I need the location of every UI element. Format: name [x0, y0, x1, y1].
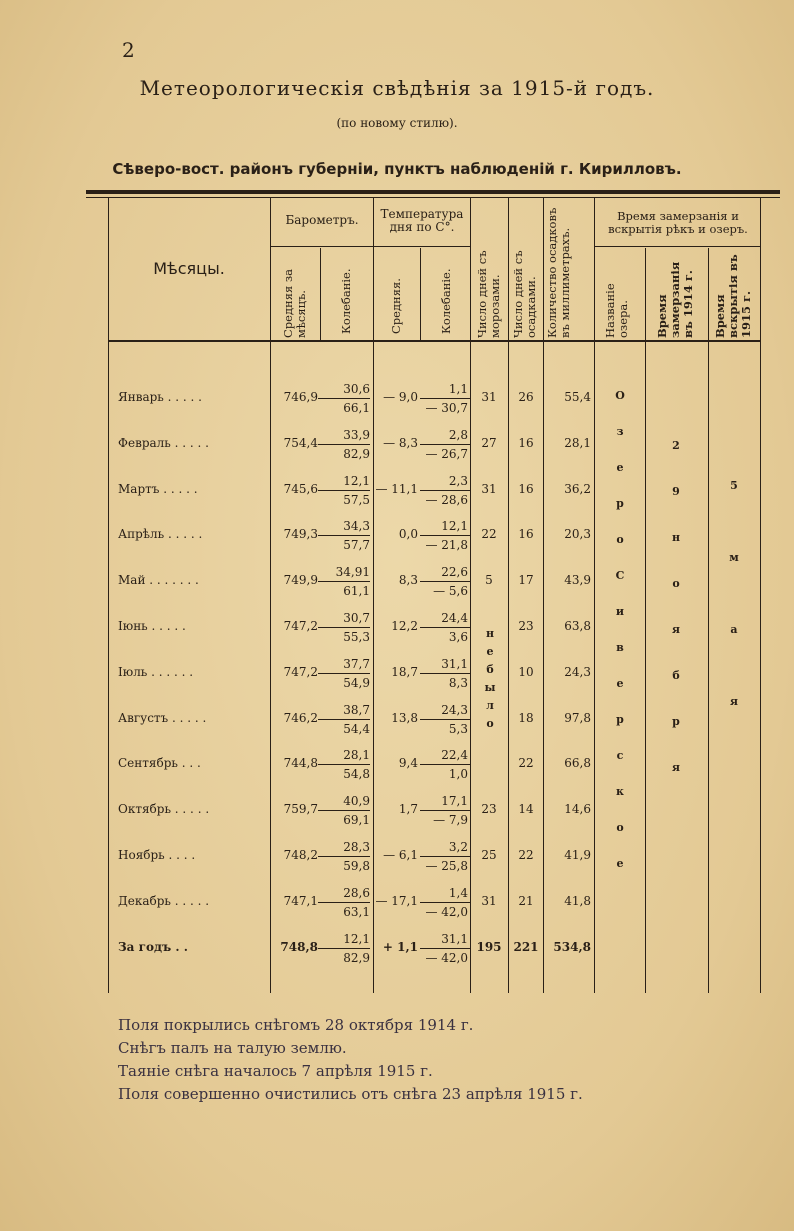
region-heading: Сѣверо-вост. районъ губерніи, пунктъ наблюденій г. Кирилловъ. — [112, 160, 682, 178]
month-label: Августъ . . . . . — [118, 710, 207, 725]
month-label: Октябрь . . . . . — [118, 802, 210, 817]
precip-amount: 63,8 — [564, 619, 591, 633]
baro-fluct-high: 28,6 — [343, 885, 370, 900]
baro-fluct-low: 61,1 — [343, 584, 370, 599]
baro-fluct-high: 30,7 — [343, 611, 370, 625]
col-divider — [420, 248, 421, 340]
col-divider — [373, 198, 374, 993]
temp-avg: 12,2 — [391, 619, 418, 633]
temp-fluct-high: 22,6 — [441, 565, 468, 580]
temp-fluct-low: 3,6 — [448, 630, 468, 644]
baro-fluct-low: 63,1 — [343, 904, 370, 919]
temp-avg: — 11,1 — [375, 481, 418, 496]
precip-days: 22 — [518, 756, 534, 771]
precip-amount: 97,8 — [564, 710, 591, 725]
lake-vertical-text: О з е р о С и в е р с к о е — [615, 389, 625, 870]
header-baro-avg: Средняя за мѣсяцъ. — [281, 268, 308, 338]
fraction-bar — [318, 398, 370, 399]
temp-avg: 9,4 — [398, 756, 418, 771]
header-precip-days: Число дней съ осадками. — [511, 250, 538, 338]
baro-avg: 746,2 — [283, 710, 318, 725]
header-subrule — [594, 246, 760, 247]
header-frost-days: Число дней съ морозами. — [475, 250, 502, 338]
baro-avg: 746,9 — [283, 390, 318, 404]
baro-fluct-high: 33,9 — [343, 427, 370, 442]
baro-fluct-high: 37,7 — [343, 656, 370, 671]
month-label: Мартъ . . . . . — [118, 481, 198, 496]
temp-fluct-high: 1,1 — [448, 382, 468, 396]
baro-fluct-low: 55,3 — [343, 630, 370, 644]
fraction-bar — [318, 444, 370, 445]
temp-fluct-low: — 25,8 — [425, 859, 468, 873]
temp-avg: 8,3 — [398, 573, 418, 588]
precip-days: 16 — [518, 527, 534, 542]
temp-fluct-high: 24,3 — [441, 702, 468, 717]
header-bottom-rule — [108, 340, 760, 342]
temp-avg: + 1,1 — [382, 939, 418, 954]
temp-avg: 0,0 — [398, 527, 418, 542]
temp-fluct-low: — 30,7 — [425, 401, 468, 415]
thaw-vertical-text: 5 м а я — [729, 479, 739, 708]
temp-fluct-high: 22,4 — [441, 748, 468, 763]
baro-fluct-low: 69,1 — [343, 813, 370, 828]
table-left-border — [108, 198, 109, 993]
temp-fluct-low: — 21,8 — [425, 538, 468, 553]
baro-avg: 749,3 — [283, 527, 318, 542]
month-label: Іюнь . . . . . — [118, 619, 186, 633]
month-label: За годъ . . — [118, 939, 188, 954]
baro-fluct-low: 54,9 — [343, 675, 370, 690]
col-divider — [594, 198, 595, 993]
precip-amount: 41,8 — [564, 893, 591, 908]
precip-amount: 14,6 — [564, 802, 591, 817]
header-temp-fluct: Колебаніе. — [439, 268, 453, 334]
precip-days: 23 — [518, 619, 534, 633]
baro-fluct-high: 30,6 — [343, 382, 370, 396]
month-label: Февраль . . . . . — [118, 435, 209, 450]
month-label: Апрѣль . . . . . — [118, 527, 203, 542]
precip-amount: 36,2 — [564, 481, 591, 496]
frost-days: 31 — [481, 390, 497, 404]
temp-fluct-low: 1,0 — [448, 767, 468, 782]
precip-days: 22 — [518, 848, 534, 862]
baro-fluct-low: 59,8 — [343, 859, 370, 873]
temp-fluct-high: 1,4 — [448, 885, 468, 900]
fraction-bar — [318, 902, 370, 903]
temp-avg: 18,7 — [391, 664, 418, 679]
temp-avg: — 17,1 — [375, 893, 418, 908]
no-frost-vertical-text: н е б ы л о — [484, 627, 496, 730]
month-label: Іюль . . . . . . — [118, 664, 194, 679]
temp-fluct-low: — 5,6 — [433, 584, 468, 599]
col-divider — [508, 198, 509, 993]
temp-avg: 1,7 — [398, 802, 418, 817]
temp-fluct-high: 2,3 — [448, 473, 468, 488]
header-freeze: Время замерзанія и вскрытія рѣкъ и озеръ. — [608, 209, 748, 236]
precip-amount: 20,3 — [564, 527, 591, 542]
fraction-bar — [420, 444, 470, 445]
precip-amount: 41,9 — [564, 848, 591, 862]
table-right-border — [760, 198, 761, 993]
precip-days: 221 — [513, 939, 539, 954]
col-divider — [708, 248, 709, 993]
fraction-bar — [318, 810, 370, 811]
header-freeze-time: Время замерзанія въ 1914 г. — [655, 261, 695, 338]
temp-fluct-low: — 7,9 — [433, 813, 468, 828]
frost-days: 31 — [481, 893, 497, 908]
header-subrule — [270, 246, 470, 247]
precip-amount: 55,4 — [564, 390, 591, 404]
precip-amount: 24,3 — [564, 664, 591, 679]
fraction-bar — [318, 856, 370, 857]
month-label: Декабрь . . . . . — [118, 893, 210, 908]
fraction-bar — [420, 856, 470, 857]
header-precip-amount: Количество осадковъ въ миллиметрахъ. — [545, 207, 572, 338]
temp-fluct-low: — 26,7 — [425, 446, 468, 461]
header-baro-fluct: Колебаніе. — [339, 268, 353, 334]
precip-days: 18 — [518, 710, 534, 725]
baro-fluct-low: 57,7 — [343, 538, 370, 553]
temp-fluct-high: 2,8 — [448, 427, 468, 442]
baro-avg: 745,6 — [283, 481, 318, 496]
frost-days: 5 — [485, 573, 493, 588]
temp-fluct-high: 12,1 — [441, 519, 468, 534]
month-label: Сентябрь . . . — [118, 756, 201, 771]
page-title: Метеорологическія свѣдѣнія за 1915-й годъ. — [139, 76, 655, 100]
precip-days: 21 — [518, 893, 534, 908]
col-divider — [320, 248, 321, 340]
month-label: Май . . . . . . . — [118, 573, 199, 588]
fraction-bar — [318, 490, 370, 491]
fraction-bar — [318, 627, 370, 628]
temp-fluct-high: 3,2 — [448, 840, 468, 854]
frost-days: 195 — [476, 939, 502, 954]
note-line: Поля покрылись снѣгомъ 28 октября 1914 г. — [118, 1016, 474, 1034]
baro-avg: 749,9 — [283, 573, 318, 588]
precip-amount: 66,8 — [564, 756, 591, 771]
frost-days: 22 — [481, 527, 497, 542]
frost-days: 31 — [481, 481, 497, 496]
header-months: Мѣсяцы. — [153, 259, 225, 278]
precip-days: 16 — [518, 481, 534, 496]
temp-fluct-low: — 28,6 — [425, 492, 468, 507]
baro-fluct-high: 40,9 — [343, 794, 370, 809]
temp-fluct-high: 31,1 — [441, 931, 468, 946]
temp-avg: — 6,1 — [383, 848, 418, 862]
fraction-bar — [420, 948, 470, 949]
baro-fluct-high: 34,3 — [343, 519, 370, 534]
fraction-bar — [318, 673, 370, 674]
precip-days: 17 — [518, 573, 534, 588]
temp-fluct-high: 31,1 — [441, 656, 468, 671]
frost-days: 27 — [481, 435, 497, 450]
temp-fluct-high: 24,4 — [441, 611, 468, 625]
precip-days: 14 — [518, 802, 534, 817]
temp-fluct-low: 8,3 — [448, 675, 468, 690]
precip-days: 26 — [518, 390, 534, 404]
header-thaw-time: Время вскрытія въ 1915 г. — [713, 254, 753, 338]
fraction-bar — [420, 719, 470, 720]
header-barometer: Барометръ. — [285, 213, 359, 227]
fraction-bar — [420, 673, 470, 674]
baro-fluct-low: 54,4 — [343, 721, 370, 736]
precip-amount: 534,8 — [553, 939, 591, 954]
month-label: Январь . . . . . — [118, 390, 202, 404]
header-lake-name: Названіе озера. — [603, 283, 630, 338]
note-line: Снѣгъ палъ на талую землю. — [118, 1039, 347, 1057]
fraction-bar — [420, 902, 470, 903]
baro-avg: 744,8 — [283, 756, 318, 771]
baro-avg: 747,2 — [283, 664, 318, 679]
table-top-rule-thin — [86, 197, 780, 198]
baro-avg: 748,2 — [283, 848, 318, 862]
temp-fluct-low: 5,3 — [448, 721, 468, 736]
temp-avg: 13,8 — [391, 710, 418, 725]
freeze-vertical-text: 2 9 н о я б р я — [671, 439, 681, 774]
baro-fluct-low: 82,9 — [343, 950, 370, 965]
temp-fluct-high: 17,1 — [441, 794, 468, 809]
header-temp-avg: Средняя. — [389, 278, 403, 334]
baro-fluct-high: 38,7 — [343, 702, 370, 717]
frost-days: 23 — [481, 802, 497, 817]
temp-avg: — 9,0 — [383, 390, 418, 404]
baro-avg: 747,1 — [283, 893, 318, 908]
notes-block — [118, 1014, 583, 1106]
page-subtitle: (по новому стилю). — [336, 116, 458, 130]
fraction-bar — [420, 627, 470, 628]
baro-fluct-high: 28,1 — [343, 748, 370, 763]
fraction-bar — [420, 810, 470, 811]
fraction-bar — [318, 764, 370, 765]
precip-amount: 28,1 — [564, 435, 591, 450]
precip-amount: 43,9 — [564, 573, 591, 588]
baro-fluct-low: 66,1 — [343, 401, 370, 415]
baro-fluct-low: 54,8 — [343, 767, 370, 782]
header-temperature: Температура дня по С°. — [380, 207, 464, 234]
precip-days: 10 — [518, 664, 534, 679]
fraction-bar — [420, 581, 470, 582]
frost-days: 25 — [481, 848, 497, 862]
baro-fluct-low: 57,5 — [343, 492, 370, 507]
fraction-bar — [420, 764, 470, 765]
precip-days: 16 — [518, 435, 534, 450]
baro-fluct-low: 82,9 — [343, 446, 370, 461]
baro-fluct-high: 12,1 — [343, 473, 370, 488]
fraction-bar — [318, 535, 370, 536]
col-divider — [470, 198, 471, 993]
baro-avg: 748,8 — [280, 939, 318, 954]
col-divider — [645, 248, 646, 993]
col-divider — [270, 198, 271, 993]
fraction-bar — [420, 398, 470, 399]
baro-avg: 759,7 — [283, 802, 318, 817]
baro-fluct-high: 34,91 — [335, 565, 370, 580]
temp-fluct-low: — 42,0 — [425, 950, 468, 965]
baro-fluct-high: 28,3 — [343, 840, 370, 854]
fraction-bar — [420, 490, 470, 491]
note-line: Поля совершенно очистились отъ снѣга 23 апрѣля 1915 г. — [118, 1085, 583, 1103]
col-divider — [543, 198, 544, 993]
fraction-bar — [318, 948, 370, 949]
temp-avg: — 8,3 — [383, 435, 418, 450]
month-label: Ноябрь . . . . — [118, 848, 196, 862]
fraction-bar — [318, 581, 370, 582]
note-line: Таяніе снѣга началось 7 апрѣля 1915 г. — [118, 1062, 433, 1080]
table-top-rule — [86, 190, 780, 194]
baro-avg: 747,2 — [283, 619, 318, 633]
baro-fluct-high: 12,1 — [343, 931, 370, 946]
fraction-bar — [318, 719, 370, 720]
fraction-bar — [420, 535, 470, 536]
baro-avg: 754,4 — [283, 435, 318, 450]
page-number: 2 — [122, 38, 135, 62]
temp-fluct-low: — 42,0 — [425, 904, 468, 919]
